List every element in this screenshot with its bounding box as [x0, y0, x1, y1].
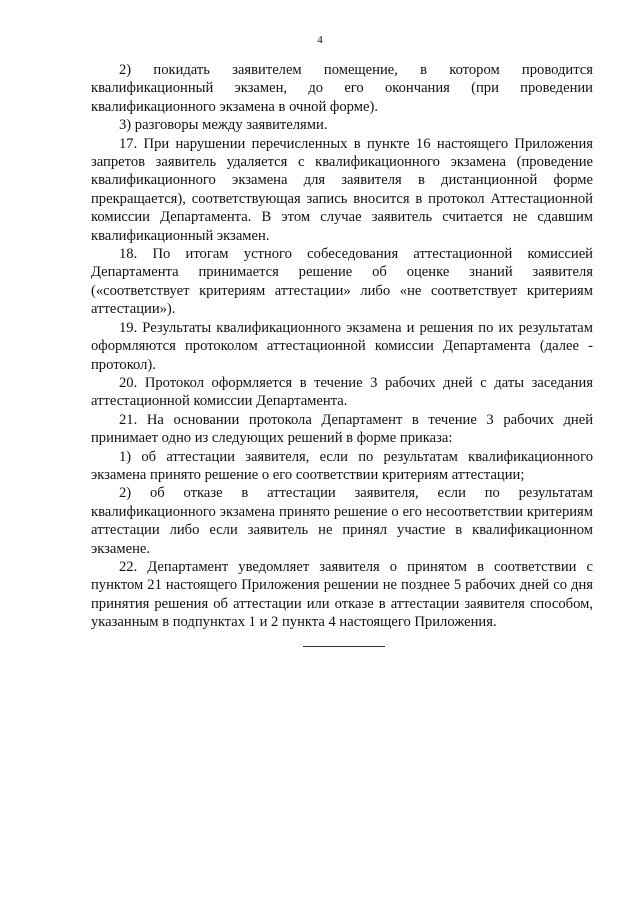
paragraph-20: 20. Протокол оформляется в течение 3 рабочих дней с даты заседания аттестационной комиссии Департамента. [91, 374, 593, 410]
paragraph-22: 22. Департамент уведомляет заявителя о принятом в соответствии с пунктом 21 настоящего Приложения решении не позднее 5 рабочих дней со дня принятия решения об аттестации или отказе в аттестации заявителя способом, указанным в подпунктах 1 и 2 пункта 4 настоящего Приложения. [91, 558, 593, 631]
paragraph-19: 19. Результаты квалификационного экзамена и решения по их результатам оформляются протоколом аттестационной комиссии Департамента (далее - протокол). [91, 319, 593, 373]
paragraph-item-2-leave-room: 2) покидать заявителем помещение, в котором проводится квалификационный экзамен, до его окончания (при проведении квалификационного экзамена в очной форме). [91, 62, 593, 115]
paragraph-18: 18. По итогам устного собеседования аттестационной комиссией Департамента принимается решение об оценке знаний заявителя («соответствует критериям аттестации» либо «не соответствует критериям аттестации»). [91, 246, 593, 318]
paragraph-item-3-conversations: 3) разговоры между заявителями. [119, 117, 328, 134]
paragraph-21-item-2: 2) об отказе в аттестации заявителя, если по результатам квалификационного экзамена принято решение о его несоответствии критериям аттестации либо если заявитель не принял участие в квалификационном экзамене. [91, 485, 593, 557]
page-number: 4 [317, 34, 323, 46]
paragraph-21-item-1: 1) об аттестации заявителя, если по результатам квалификационного экзамена принято решение о его соответствии критериям аттестации; [91, 448, 593, 483]
paragraph-17: 17. При нарушении перечисленных в пункте 16 настоящего Приложения запретов заявитель удаляется с квалификационного экзамена (проведение квалификационного экзамена для заявителя в дистанционной форме прекращается), соответствующая запись вносится в протокол Аттестационной комиссии Департамента. В этом случае заявитель считается не сдавшим квалификационный экзамен. [91, 135, 593, 244]
document-body [91, 61, 593, 632]
paragraph-21: 21. На основании протокола Департамент в течение 3 рабочих дней принимает одно из следующих решений в форме приказа: [91, 411, 593, 447]
end-of-document-rule [303, 646, 385, 647]
